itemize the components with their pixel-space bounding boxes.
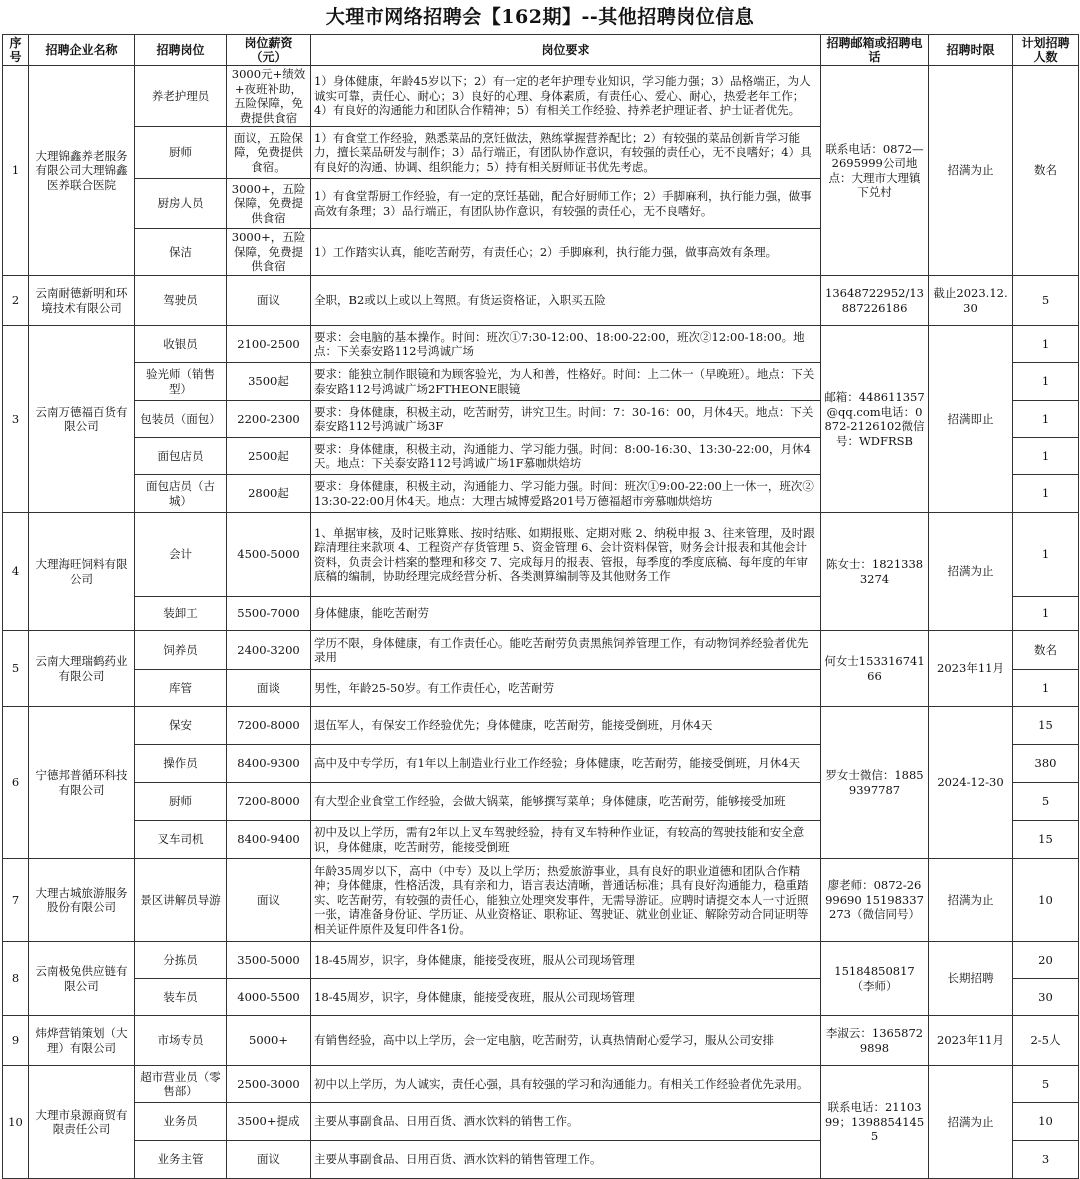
job-title: 保洁 bbox=[135, 229, 227, 276]
job-requirements: 18-45周岁，识字，身体健康，能接受夜班，服从公司现场管理 bbox=[311, 979, 821, 1016]
hiring-count: 2-5人 bbox=[1013, 1016, 1079, 1066]
job-requirements: 1）有食堂工作经验，熟悉菜品的烹饪做法，熟练掌握营养配比；2）有较强的菜品创新肯学习能力，擅长菜品研发与制作；3）品行端正，有团队协作意识，有较强的责任心，无不良嗜好；4）具有良好的沟通、协调、组织能力；5）持有相关厨师证书优先考虑。 bbox=[311, 127, 821, 179]
job-salary: 3000元+绩效+夜班补助，五险保障，免费提供食宿 bbox=[227, 66, 311, 127]
job-requirements: 年龄35周岁以下，高中（中专）及以上学历；热爱旅游事业，具有良好的职业道德和团队合作精神；身体健康，性格活泼，具有亲和力，语言表达清晰，普通话标准；具有良好沟通能力，稳重踏实、吃苦耐劳，有较强的责任心，能独立处理突发事件，无需导游证。应聘时请提交本人一寸近照一张，请准备身份证、学历证、从业资格证、职称证、驾驶证、就业创业证、解除劳动合同证明等相关证件原件及复印件各1份。 bbox=[311, 859, 821, 942]
job-salary: 4500-5000 bbox=[227, 513, 311, 597]
deadline: 截止2023.12.30 bbox=[929, 276, 1013, 326]
job-requirements: 初中以上学历，为人诚实，责任心强，具有较强的学习和沟通能力。有相关工作经验者优先录用。 bbox=[311, 1066, 821, 1103]
job-salary: 面议，五险保障，免费提供食宿。 bbox=[227, 127, 311, 179]
row-number: 4 bbox=[3, 513, 29, 631]
hiring-count: 1 bbox=[1013, 401, 1079, 438]
hiring-count: 数名 bbox=[1013, 631, 1079, 670]
job-requirements: 要求：能独立制作眼镜和为顾客验光，为人和善，性格好。时间：上二休一（早晚班）。地点：下关泰安路112号鸿诚广场2FTHEONE眼镜 bbox=[311, 363, 821, 401]
header-row bbox=[3, 35, 1079, 66]
job-salary: 5500-7000 bbox=[227, 597, 311, 631]
job-requirements: 身体健康，能吃苦耐劳 bbox=[311, 597, 821, 631]
job-salary: 7200-8000 bbox=[227, 783, 311, 821]
hiring-count: 15 bbox=[1013, 821, 1079, 859]
hiring-count: 数名 bbox=[1013, 66, 1079, 276]
job-title: 分拣员 bbox=[135, 942, 227, 979]
job-salary: 3000+，五险保障，免费提供食宿 bbox=[227, 229, 311, 276]
header-company: 招聘企业名称 bbox=[29, 35, 135, 66]
job-requirements: 1、单据审核，及时记账算账、按时结账、如期报账、定期对账 2、纳税申报 3、往来管理，及时跟踪清理往来款项 4、工程资产存货管理 5、资金管理 6、会计资料保管，财务会计报表和其他会计资料，负责会计档案的整理和移交 7、完成每月的报表、管报，每季度的季度底稿、每年度的年审底稿的编制，协助经理完成经营分析、各类测算编制等及其他财务工作 bbox=[311, 513, 821, 597]
job-title: 厨师 bbox=[135, 783, 227, 821]
hiring-count: 1 bbox=[1013, 597, 1079, 631]
header-position: 招聘岗位 bbox=[135, 35, 227, 66]
page bbox=[2, 0, 1078, 1179]
header-salary: 岗位薪资（元） bbox=[227, 35, 311, 66]
company-name: 云南极兔供应链有限公司 bbox=[29, 942, 135, 1016]
contact-info: 13648722952/13887226186 bbox=[821, 276, 929, 326]
job-salary: 2500-3000 bbox=[227, 1066, 311, 1103]
header-no: 序号 bbox=[3, 35, 29, 66]
job-salary: 5000+ bbox=[227, 1016, 311, 1066]
hiring-count: 20 bbox=[1013, 942, 1079, 979]
job-title: 景区讲解员导游 bbox=[135, 859, 227, 942]
job-salary: 2100-2500 bbox=[227, 326, 311, 363]
table-row bbox=[3, 513, 1079, 597]
hiring-count: 1 bbox=[1013, 513, 1079, 597]
job-requirements: 1）身体健康，年龄45岁以下；2）有一定的老年护理专业知识，学习能力强；3）品格端正，为人诚实可靠，责任心、耐心；3）良好的心理、身体素质，有责任心、爱心、耐心，热爱老年工作；4）有良好的沟通能力和团队合作精神；5）有相关工作经验、持养老护理证者、护士证者优先。 bbox=[311, 66, 821, 127]
job-requirements: 初中及以上学历，需有2年以上叉车驾驶经验，持有叉车特种作业证，有较高的驾驶技能和安全意识，身体健康，吃苦耐劳，能接受倒班 bbox=[311, 821, 821, 859]
job-title: 装卸工 bbox=[135, 597, 227, 631]
job-title: 市场专员 bbox=[135, 1016, 227, 1066]
job-salary: 8400-9400 bbox=[227, 821, 311, 859]
hiring-count: 10 bbox=[1013, 1103, 1079, 1141]
company-name: 云南万德福百货有限公司 bbox=[29, 326, 135, 513]
row-number: 7 bbox=[3, 859, 29, 942]
company-name: 大理市泉源商贸有限责任公司 bbox=[29, 1066, 135, 1179]
hiring-count: 10 bbox=[1013, 859, 1079, 942]
row-number: 10 bbox=[3, 1066, 29, 1179]
job-requirements: 要求：身体健康，积极主动，沟通能力、学习能力强。时间：8:00-16:30、13:30-22:00，月休4天。地点：下关泰安路112号鸿诚广场1F慕咖烘焙坊 bbox=[311, 438, 821, 475]
job-requirements: 要求：会电脑的基本操作。时间：班次①7:30-12:00、18:00-22:00，班次②12:00-18:00。地点：下关泰安路112号鸿诚广场 bbox=[311, 326, 821, 363]
job-title: 验光师（销售型） bbox=[135, 363, 227, 401]
job-title: 收银员 bbox=[135, 326, 227, 363]
table-row bbox=[3, 859, 1079, 942]
contact-info: 15184850817（李师） bbox=[821, 942, 929, 1016]
job-requirements: 有销售经验，高中以上学历，会一定电脑，吃苦耐劳，认真热情耐心爱学习，服从公司安排 bbox=[311, 1016, 821, 1066]
deadline: 招满为止 bbox=[929, 513, 1013, 631]
deadline: 长期招聘 bbox=[929, 942, 1013, 1016]
job-requirements: 1）工作踏实认真，能吃苦耐劳，有责任心；2）手脚麻利，执行能力强，做事高效有条理。 bbox=[311, 229, 821, 276]
deadline: 招满为止 bbox=[929, 66, 1013, 276]
job-requirements: 主要从事副食品、日用百货、酒水饮料的销售管理工作。 bbox=[311, 1141, 821, 1179]
job-title: 厨师 bbox=[135, 127, 227, 179]
hiring-count: 5 bbox=[1013, 783, 1079, 821]
job-title: 操作员 bbox=[135, 745, 227, 783]
company-name: 大理古城旅游服务股份有限公司 bbox=[29, 859, 135, 942]
contact-info: 联系电话：0872—2695999公司地点：大理市大理镇下兑村 bbox=[821, 66, 929, 276]
table-row bbox=[3, 1016, 1079, 1066]
hiring-count: 1 bbox=[1013, 475, 1079, 513]
job-requirements: 18-45周岁，识字，身体健康，能接受夜班，服从公司现场管理 bbox=[311, 942, 821, 979]
company-name: 云南耐德新明和环境技术有限公司 bbox=[29, 276, 135, 326]
job-salary: 3500+提成 bbox=[227, 1103, 311, 1141]
row-number: 1 bbox=[3, 66, 29, 276]
deadline: 招满为止 bbox=[929, 1066, 1013, 1179]
job-title: 业务主管 bbox=[135, 1141, 227, 1179]
hiring-count: 3 bbox=[1013, 1141, 1079, 1179]
page-title: 大理市网络招聘会【162期】--其他招聘岗位信息 bbox=[325, 6, 755, 28]
company-name: 大理海旺饲料有限公司 bbox=[29, 513, 135, 631]
job-title: 驾驶员 bbox=[135, 276, 227, 326]
contact-info: 何女士15331674166 bbox=[821, 631, 929, 707]
job-salary: 面议 bbox=[227, 1141, 311, 1179]
job-salary: 3500起 bbox=[227, 363, 311, 401]
job-salary: 2800起 bbox=[227, 475, 311, 513]
row-number: 6 bbox=[3, 707, 29, 859]
hiring-count: 5 bbox=[1013, 1066, 1079, 1103]
job-salary: 4000-5500 bbox=[227, 979, 311, 1016]
row-number: 8 bbox=[3, 942, 29, 1016]
job-title: 包装员（面包） bbox=[135, 401, 227, 438]
job-title: 装车员 bbox=[135, 979, 227, 1016]
header-count: 计划招聘人数 bbox=[1013, 35, 1079, 66]
hiring-count: 1 bbox=[1013, 326, 1079, 363]
job-title: 叉车司机 bbox=[135, 821, 227, 859]
job-requirements: 男性，年龄25-50岁。有工作责任心，吃苦耐劳 bbox=[311, 670, 821, 707]
job-title: 厨房人员 bbox=[135, 179, 227, 229]
job-requirements: 全职，B2或以上或以上驾照。有货运资格证，入职买五险 bbox=[311, 276, 821, 326]
job-salary: 2200-2300 bbox=[227, 401, 311, 438]
table-row bbox=[3, 66, 1079, 127]
contact-info: 罗女士微信：18859397787 bbox=[821, 707, 929, 859]
hiring-count: 1 bbox=[1013, 438, 1079, 475]
job-table bbox=[2, 34, 1079, 1179]
deadline: 2023年11月 bbox=[929, 631, 1013, 707]
job-requirements: 有大型企业食堂工作经验，会做大锅菜，能够撰写菜单；身体健康，吃苦耐劳，能够接受加班 bbox=[311, 783, 821, 821]
table-row bbox=[3, 707, 1079, 745]
row-number: 5 bbox=[3, 631, 29, 707]
header-contact: 招聘邮箱或招聘电话 bbox=[821, 35, 929, 66]
header-requirements: 岗位要求 bbox=[311, 35, 821, 66]
table-row bbox=[3, 1066, 1079, 1103]
job-salary: 面议 bbox=[227, 859, 311, 942]
row-number: 9 bbox=[3, 1016, 29, 1066]
job-salary: 面议 bbox=[227, 276, 311, 326]
job-requirements: 退伍军人，有保安工作经验优先；身体健康，吃苦耐劳，能接受倒班，月休4天 bbox=[311, 707, 821, 745]
contact-info: 李淑云：13658729898 bbox=[821, 1016, 929, 1066]
job-title: 面包店员 bbox=[135, 438, 227, 475]
job-salary: 3000+，五险保障，免费提供食宿 bbox=[227, 179, 311, 229]
company-name: 炜烨营销策划（大理）有限公司 bbox=[29, 1016, 135, 1066]
job-title: 超市营业员（零售部） bbox=[135, 1066, 227, 1103]
job-salary: 3500-5000 bbox=[227, 942, 311, 979]
company-name: 宁德邦普循环科技有限公司 bbox=[29, 707, 135, 859]
job-title: 库管 bbox=[135, 670, 227, 707]
job-title: 饲养员 bbox=[135, 631, 227, 670]
job-salary: 2500起 bbox=[227, 438, 311, 475]
job-requirements: 高中及中专学历，有1年以上制造业行业工作经验；身体健康，吃苦耐劳，能接受倒班，月休4天 bbox=[311, 745, 821, 783]
hiring-count: 15 bbox=[1013, 707, 1079, 745]
table-row bbox=[3, 326, 1079, 363]
contact-info: 邮箱：448611357@qq.com电话：0872-2126102微信号：WDFRSB bbox=[821, 326, 929, 513]
hiring-count: 380 bbox=[1013, 745, 1079, 783]
job-title: 养老护理员 bbox=[135, 66, 227, 127]
company-name: 大理锦鑫养老服务有限公司大理锦鑫医养联合医院 bbox=[29, 66, 135, 276]
job-requirements: 主要从事副食品、日用百货、酒水饮料的销售工作。 bbox=[311, 1103, 821, 1141]
company-name: 云南大理瑞鹤药业有限公司 bbox=[29, 631, 135, 707]
table-row bbox=[3, 631, 1079, 670]
hiring-count: 1 bbox=[1013, 363, 1079, 401]
deadline: 2024-12-30 bbox=[929, 707, 1013, 859]
job-title: 业务员 bbox=[135, 1103, 227, 1141]
deadline: 招满即止 bbox=[929, 326, 1013, 513]
header-deadline: 招聘时限 bbox=[929, 35, 1013, 66]
hiring-count: 1 bbox=[1013, 670, 1079, 707]
job-requirements: 1）有食堂帮厨工作经验，有一定的烹饪基础，配合好厨师工作；2）手脚麻利，执行能力强，做事高效有条理；3）品行端正，有团队协作意识，有较强的责任心，无不良嗜好。 bbox=[311, 179, 821, 229]
row-number: 2 bbox=[3, 276, 29, 326]
contact-info: 廖老师：0872-2699690 15198337273（微信同号） bbox=[821, 859, 929, 942]
contact-info: 陈女士：18213383274 bbox=[821, 513, 929, 631]
job-salary: 7200-8000 bbox=[227, 707, 311, 745]
table-row bbox=[3, 276, 1079, 326]
hiring-count: 5 bbox=[1013, 276, 1079, 326]
deadline: 2023年11月 bbox=[929, 1016, 1013, 1066]
job-title: 保安 bbox=[135, 707, 227, 745]
job-title: 会计 bbox=[135, 513, 227, 597]
row-number: 3 bbox=[3, 326, 29, 513]
table-row bbox=[3, 942, 1079, 979]
job-salary: 2400-3200 bbox=[227, 631, 311, 670]
hiring-count: 30 bbox=[1013, 979, 1079, 1016]
deadline: 招满为止 bbox=[929, 859, 1013, 942]
job-requirements: 要求：身体健康，积极主动，沟通能力、学习能力强。时间：班次①9:00-22:00上一休一，班次②13:30-22:00月休4天。地点：大理古城博爱路201号万德福超市旁慕咖烘焙坊 bbox=[311, 475, 821, 513]
job-requirements: 要求：身体健康，积极主动，吃苦耐劳，讲究卫生。时间：7：30-16：00，月休4天。地点：下关泰安路112号鸿诚广场3F bbox=[311, 401, 821, 438]
contact-info: 联系电话：2110399；13988541455 bbox=[821, 1066, 929, 1179]
job-title: 面包店员（古城） bbox=[135, 475, 227, 513]
job-salary: 面谈 bbox=[227, 670, 311, 707]
job-salary: 8400-9300 bbox=[227, 745, 311, 783]
job-requirements: 学历不限，身体健康，有工作责任心。能吃苦耐劳负责黑熊饲养管理工作，有动物饲养经验者优先录用 bbox=[311, 631, 821, 670]
